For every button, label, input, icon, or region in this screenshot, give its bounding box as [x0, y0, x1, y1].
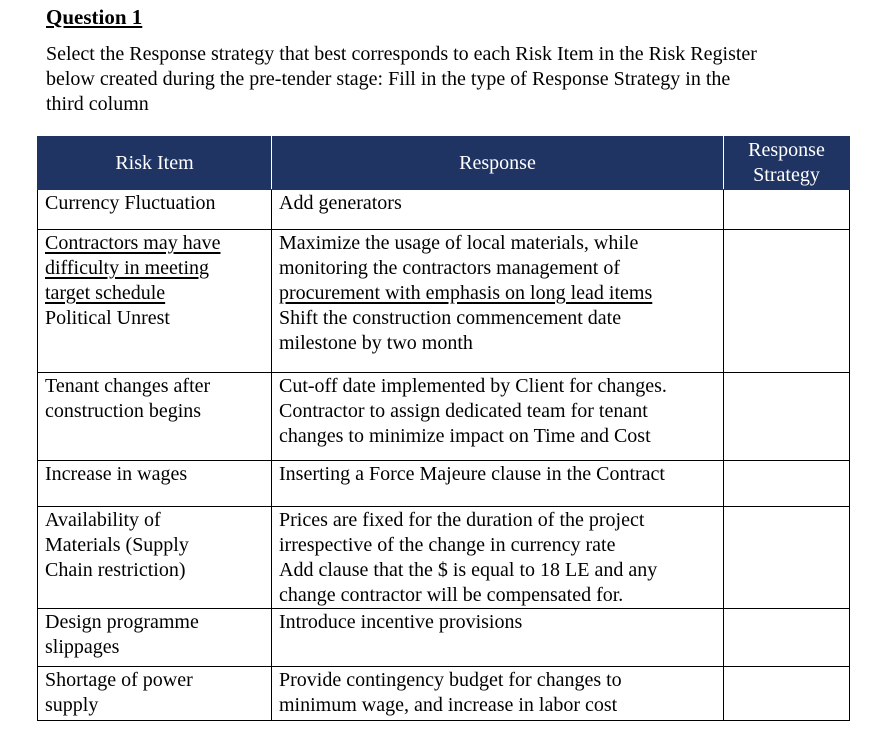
- response-line: Maximize the usage of local materials, while: [279, 232, 639, 254]
- response-line: Add clause that the $ is equal to 18 LE and any: [279, 559, 658, 581]
- response-line: Cut-off date implemented by Client for changes.: [279, 375, 667, 397]
- response-line: irrespective of the change in currency rate: [279, 534, 616, 556]
- prompt-line: Select the Response strategy that best corresponds to each Risk Item in the Risk Register: [46, 43, 757, 65]
- response-cell: [272, 190, 724, 230]
- response-cell: [272, 373, 724, 461]
- risk-item-cell: [38, 609, 272, 667]
- risk-item-line: supply: [45, 694, 99, 716]
- risk-item-line: target schedule: [45, 282, 166, 304]
- response-cell: [272, 609, 724, 667]
- response-line: monitoring the contractors management of: [279, 257, 621, 279]
- header-strategy-line: Strategy: [753, 164, 820, 186]
- response-line: Provide contingency budget for changes to: [279, 669, 622, 691]
- response-strategy-field[interactable]: [724, 230, 850, 373]
- risk-item-line: slippages: [45, 636, 120, 658]
- prompt-line: third column: [46, 93, 149, 115]
- risk-item-cell: [38, 230, 272, 373]
- response-line: Contractor to assign dedicated team for tenant: [279, 400, 648, 422]
- risk-item-cell: [38, 507, 272, 609]
- response-line: Shift the construction commencement date: [279, 307, 622, 329]
- risk-item-line: Political Unrest: [45, 307, 170, 329]
- risk-item-line: Availability of: [45, 509, 161, 531]
- response-strategy-field[interactable]: [724, 667, 850, 721]
- response-line: changes to minimize impact on Time and Cost: [279, 425, 651, 447]
- response-cell: [272, 507, 724, 609]
- risk-register-table: [37, 136, 850, 721]
- response-cell: [272, 230, 724, 373]
- response-line: minimum wage, and increase in labor cost: [279, 694, 618, 716]
- table-row: [38, 667, 850, 721]
- header-risk-item: Risk Item: [38, 137, 272, 190]
- question-prompt: [46, 42, 846, 117]
- risk-item-line: Increase in wages: [45, 463, 188, 485]
- risk-item-cell: [38, 373, 272, 461]
- header-response: Response: [272, 137, 724, 190]
- risk-item-line: Currency Fluctuation: [45, 192, 216, 214]
- table-header-row: [38, 137, 850, 190]
- risk-item-line: Chain restriction): [45, 559, 186, 581]
- response-strategy-field[interactable]: [724, 609, 850, 667]
- response-line: Inserting a Force Majeure clause in the Contract: [279, 463, 665, 485]
- header-strategy-line: Response: [748, 139, 825, 161]
- response-strategy-field[interactable]: [724, 461, 850, 507]
- risk-item-line: construction begins: [45, 400, 202, 422]
- response-strategy-field[interactable]: [724, 190, 850, 230]
- risk-item-line: Tenant changes after: [45, 375, 211, 397]
- question-heading: Question 1: [46, 5, 143, 29]
- risk-item-line: Materials (Supply: [45, 534, 189, 556]
- risk-item-cell: [38, 190, 272, 230]
- risk-item-line: Shortage of power: [45, 669, 193, 691]
- risk-item-line: difficulty in meeting: [45, 257, 210, 279]
- response-line: milestone by two month: [279, 332, 473, 354]
- header-response-strategy: [724, 137, 850, 190]
- table-row: [38, 461, 850, 507]
- risk-item-cell: [38, 461, 272, 507]
- response-line: Prices are fixed for the duration of the project: [279, 509, 645, 531]
- response-strategy-field[interactable]: [724, 373, 850, 461]
- table-row: [38, 507, 850, 609]
- risk-item-cell: [38, 667, 272, 721]
- table-row: [38, 373, 850, 461]
- table-row: [38, 190, 850, 230]
- prompt-line: below created during the pre-tender stage: Fill in the type of Response Strategy in the: [46, 68, 731, 90]
- response-line: procurement with emphasis on long lead items: [279, 282, 653, 304]
- table-row: [38, 609, 850, 667]
- response-line: Introduce incentive provisions: [279, 611, 523, 633]
- risk-item-line: Design programme: [45, 611, 199, 633]
- risk-item-line: Contractors may have: [45, 232, 221, 254]
- response-strategy-field[interactable]: [724, 507, 850, 609]
- response-line: change contractor will be compensated for.: [279, 584, 624, 606]
- response-line: Add generators: [279, 192, 402, 214]
- response-cell: [272, 461, 724, 507]
- table-row: [38, 230, 850, 373]
- response-cell: [272, 667, 724, 721]
